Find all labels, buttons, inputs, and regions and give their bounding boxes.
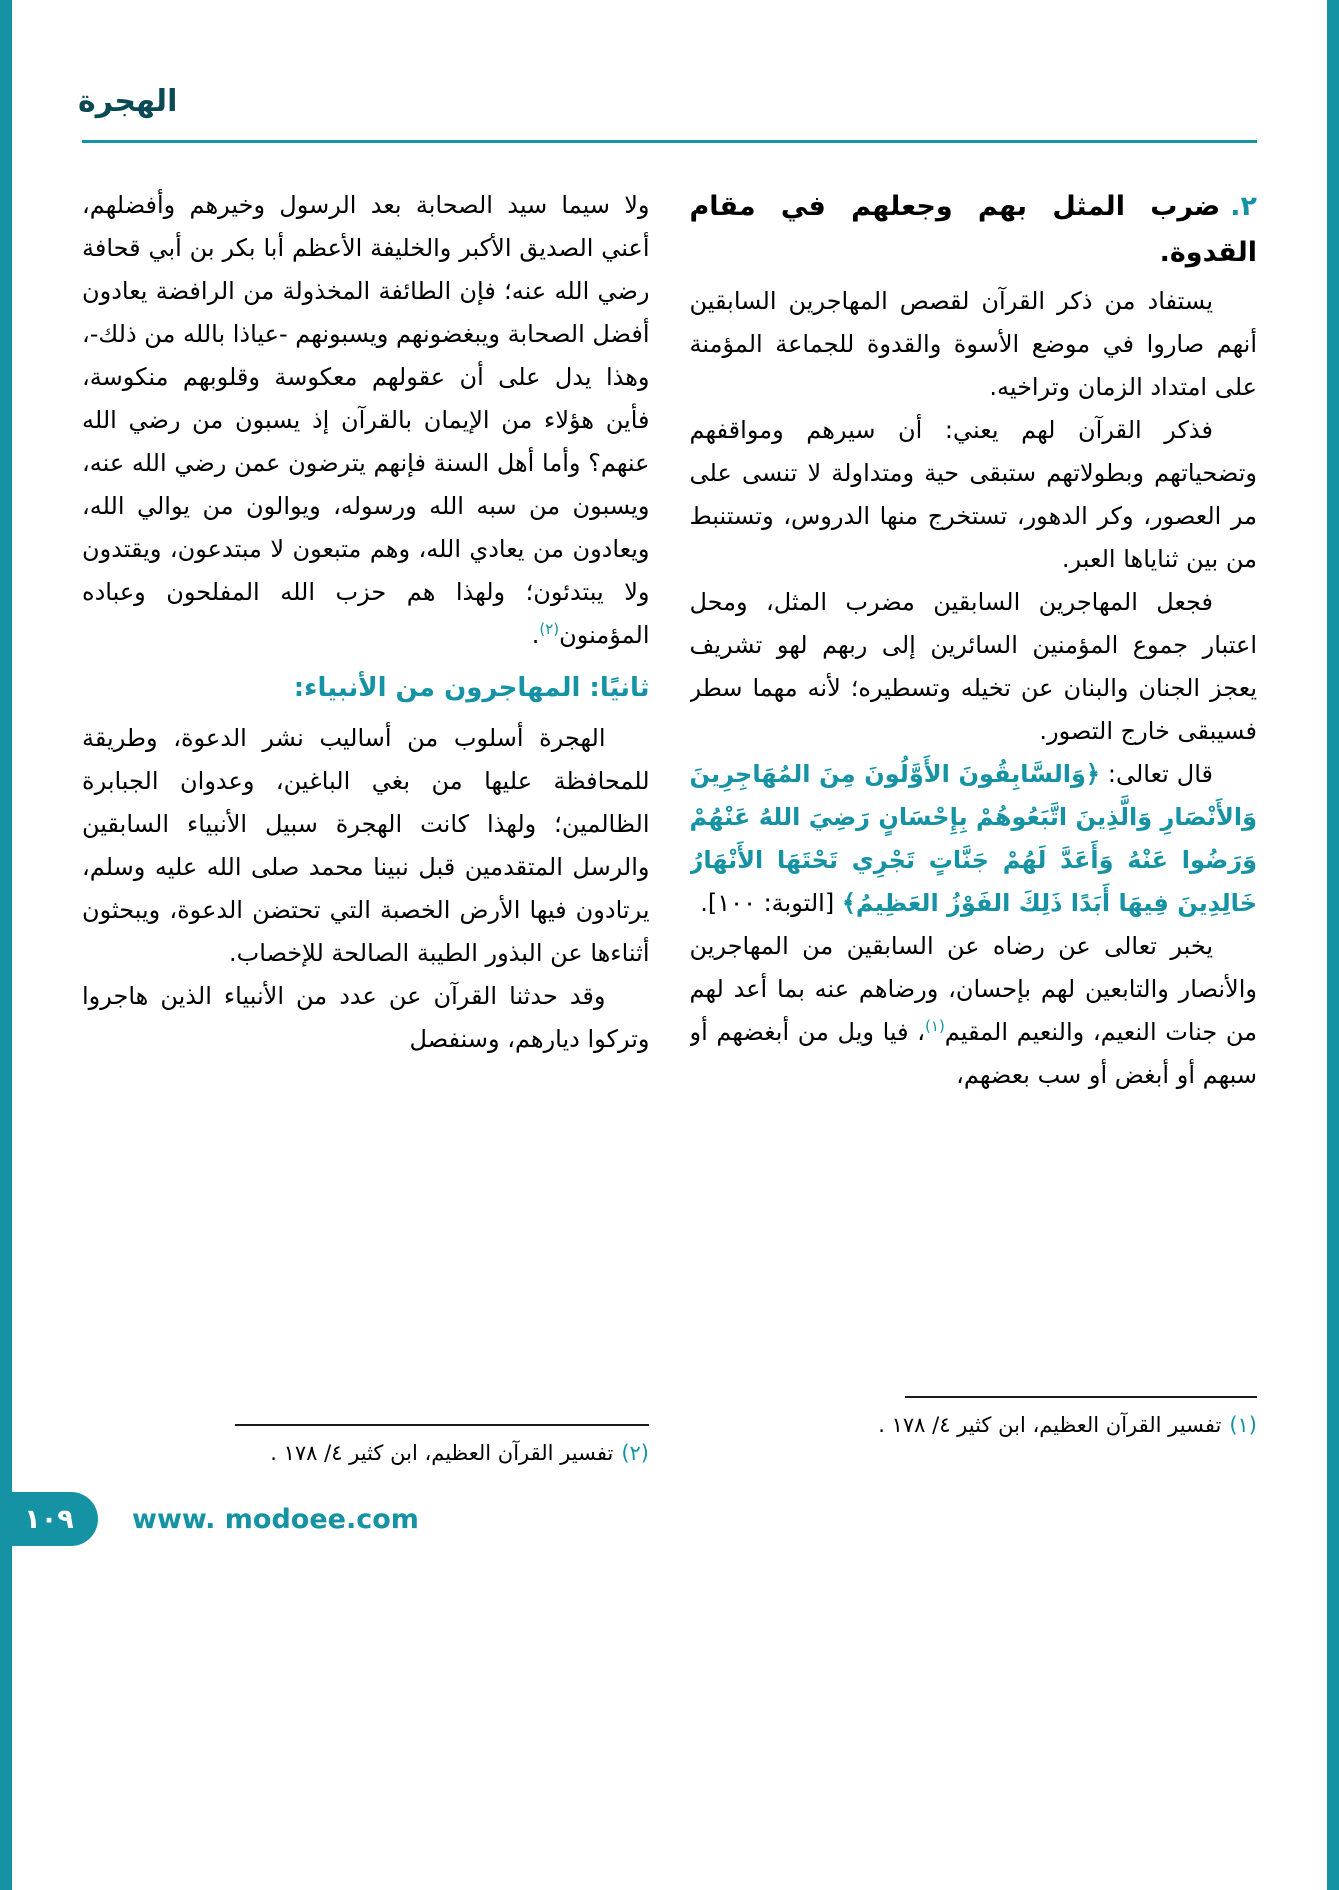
paragraph [690,925,1258,1097]
paragraph [82,184,650,657]
paragraph-text: ، فيا ويل من أبغضهم أو سبهم أو أبغض أو سب بعضهم، [689,1018,1257,1089]
paragraph-text: . [531,621,540,649]
footnote-ref-2: (٢) [539,620,560,638]
column-left [82,184,650,1384]
footnote-2-marker: (٢) [621,1441,649,1465]
quran-verse-paragraph [690,753,1258,925]
quran-verse: ﴿وَالسَّابِقُونَ الأَوَّلُونَ مِنَ المُهَاجِرِينَ وَالأَنْصَارِ وَالَّذِينَ اتَّبَعُوهُمْ بِإِحْسَانٍ رَضِيَ اللهُ عَنْهُمْ وَرَضُوا عَنْهُ وَأَعَدَّ لَهُمْ جَنَّاتٍ تَجْرِي تَحْتَهَا الأَنْهَارُ خَالِدِينَ فِيهَا أَبَدًا ذَلِكَ الفَوْزُ العَظِيمُ﴾ [689,760,1257,917]
footnote-ref-1: (١) [925,1017,945,1035]
footnote-separator [235,1424,649,1426]
paragraph-text: يخبر تعالى عن رضاه عن السابقين من المهاجرين والأنصار والتابعين لهم بإحسان، ورضاهم عنه بما أعد لهم من جنات النعيم، والنعيم المقيم [689,932,1257,1046]
section-heading [690,184,1258,276]
footnote-separator [905,1396,1257,1398]
page-number: ١٠٩ [24,1503,74,1535]
website-link[interactable]: www. modoee.com [132,1504,419,1535]
header-rule [82,140,1257,143]
verse-reference: [التوبة: ١٠٠]. [700,889,842,917]
footnote-1-marker: (١) [1229,1413,1257,1437]
paragraph: فجعل المهاجرين السابقين مضرب المثل، ومحل اعتبار جموع المؤمنين السائرين إلى ربهم لهو تشريف يعجز الجنان والبنان عن تخيله وتسطيره؛ لأنه مهما سطر فسيبقى خارج التصور. [689,588,1257,745]
chapter-ornament: الهجرة [78,84,178,119]
footnote-1-text: تفسير القرآن العظيم، ابن كثير ٤/ ١٧٨ . [878,1413,1222,1437]
paragraph: فذكر القرآن لهم يعني: أن سيرهم ومواقفهم وتضحياتهم وبطولاتهم ستبقى حية ومتداولة لا تنسى على مر العصور، وكر الدهور، تستخرج منها الدروس، وتستنبط من بين ثناياها العبر. [689,416,1257,573]
footnote-2 [82,1424,649,1468]
section-number: ٢. [1230,191,1257,222]
left-edge-bar [0,0,12,1890]
page-number-badge [0,1492,98,1546]
section-heading-text: ضرب المثل بهم وجعلهم في مقام القدوة. [689,191,1257,268]
right-edge-bar [1327,0,1339,1890]
verse-intro: قال تعالى: [1099,760,1213,788]
paragraph: يستفاد من ذكر القرآن لقصص المهاجرين السابقين أنهم صاروا في موضع الأسوة والقدوة للجماعة المؤمنة على امتداد الزمان وتراخيه. [689,287,1257,401]
footnote-1 [690,1396,1257,1440]
column-right [690,184,1258,1384]
footnote-2-text: تفسير القرآن العظيم، ابن كثير ٤/ ١٧٨ . [270,1441,614,1465]
paragraph-text: ولا سيما سيد الصحابة بعد الرسول وخيرهم وأفضلهم، أعني الصديق الأكبر والخليفة الأعظم أبا بكر بن أبي قحافة رضي الله عنه؛ فإن الطائفة المخذولة من الرافضة يعادون أفضل الصحابة ويبغضونهم ويسبونهم -عياذا بالله من ذلك-، وهذا يدل على أن عقولهم معكوسة وقلوبهم منكوسة، فأين هؤلاء من الإيمان بالقرآن إذ يسبون من رضي الله عنهم؟ وأما أهل السنة فإنهم يترضون عمن رضي الله عنه، ويسبون من سبه الله ورسوله، ويوالون من يوالي الله، ويعادون من يعادي الله، وهم متبعون لا مبتدعون، ويقتدون ولا يبتدئون؛ ولهذا هم حزب الله المفلحون وعباده المؤمنون [82,191,650,649]
subsection-heading: ثانيًا: المهاجرون من الأنبياء: [293,673,650,703]
paragraph: الهجرة أسلوب من أساليب نشر الدعوة، وطريقة للمحافظة عليها من بغي الباغين، وعدوان الجبابرة الظالمين؛ ولهذا كانت الهجرة سبيل الأنبياء السابقين والرسل المتقدمين قبل نبينا محمد صلى الله عليه وسلم، يرتادون فيها الأرض الخصبة التي تحتضن الدعوة، ويبحثون أثناءها عن البذور الطيبة الصالحة للإخصاب. [82,724,650,967]
paragraph: وقد حدثنا القرآن عن عدد من الأنبياء الذين هاجروا وتركوا ديارهم، وسنفصل [82,982,650,1053]
page-content [82,184,1257,1384]
